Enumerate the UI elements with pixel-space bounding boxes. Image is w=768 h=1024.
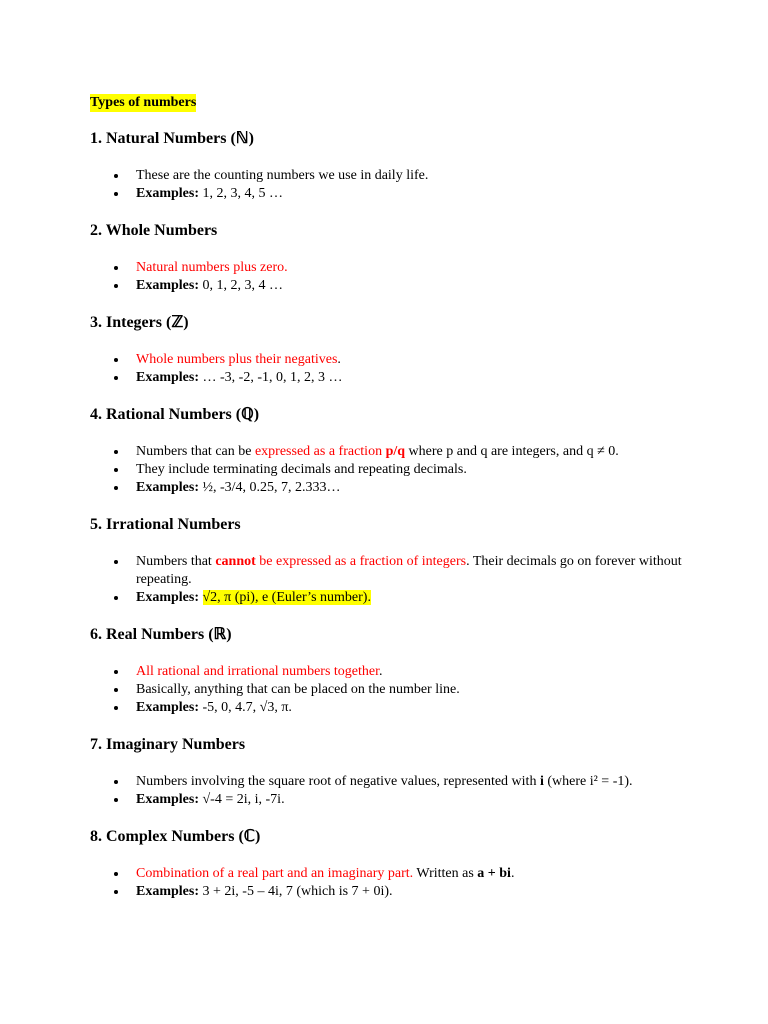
list-item: Natural numbers plus zero. xyxy=(90,259,690,277)
section-list-integers xyxy=(90,351,690,387)
list-item: Examples: √-4 = 2i, i, -7i. xyxy=(90,791,690,809)
list-item: Numbers that cannot be expressed as a fraction of integers. Their decimals go on forever without repeating. xyxy=(90,553,690,589)
section-heading-whole-numbers: 2. Whole Numbers xyxy=(90,222,218,239)
list-item: Numbers that can be expressed as a fraction p/q where p and q are integers, and q ≠ 0. xyxy=(90,443,690,461)
bullet-icon xyxy=(114,358,118,362)
bullet-icon xyxy=(114,596,118,600)
list-item: Examples: … -3, -2, -1, 0, 1, 2, 3 … xyxy=(90,369,690,387)
section-list-irrational-numbers xyxy=(90,553,690,607)
list-item: Examples: 3 + 2i, -5 – 4i, 7 (which is 7 + 0i). xyxy=(90,883,690,901)
bullet-icon xyxy=(114,560,118,564)
bullet-icon xyxy=(114,688,118,692)
bullet-icon xyxy=(114,284,118,288)
bullet-icon xyxy=(114,468,118,472)
document-page xyxy=(90,93,690,899)
section-list-whole-numbers xyxy=(90,259,690,295)
list-item: Examples: -5, 0, 4.7, √3, π. xyxy=(90,699,690,717)
bullet-icon xyxy=(114,174,118,178)
list-item: Examples: √2, π (pi), e (Euler’s number). xyxy=(90,589,690,607)
bullet-icon xyxy=(114,376,118,380)
section-heading-rational-numbers: 4. Rational Numbers (ℚ) xyxy=(90,406,260,423)
section-list-rational-numbers xyxy=(90,443,690,497)
list-item: Basically, anything that can be placed on the number line. xyxy=(90,681,690,699)
list-item: Examples: 1, 2, 3, 4, 5 … xyxy=(90,185,690,203)
list-item: Examples: ½, -3/4, 0.25, 7, 2.333… xyxy=(90,479,690,497)
section-heading-irrational-numbers: 5. Irrational Numbers xyxy=(90,516,241,533)
list-item: Whole numbers plus their negatives. xyxy=(90,351,690,369)
doc-title: Types of numbers xyxy=(90,95,197,110)
bullet-icon xyxy=(114,798,118,802)
bullet-icon xyxy=(114,192,118,196)
bullet-icon xyxy=(114,872,118,876)
list-item: These are the counting numbers we use in daily life. xyxy=(90,167,690,185)
section-heading-natural-numbers: 1. Natural Numbers (ℕ) xyxy=(90,130,254,147)
section-list-complex-numbers xyxy=(90,865,690,901)
bullet-icon xyxy=(114,450,118,454)
list-item: Combination of a real part and an imaginary part. Written as a + bi. xyxy=(90,865,690,883)
section-list-natural-numbers xyxy=(90,167,690,203)
section-list-imaginary-numbers xyxy=(90,773,690,809)
bullet-icon xyxy=(114,780,118,784)
section-heading-complex-numbers: 8. Complex Numbers (ℂ) xyxy=(90,828,261,845)
bullet-icon xyxy=(114,706,118,710)
list-item: Numbers involving the square root of negative values, represented with i (where i² = -1). xyxy=(90,773,690,791)
section-heading-integers: 3. Integers (ℤ) xyxy=(90,314,189,331)
section-list-real-numbers xyxy=(90,663,690,717)
section-heading-imaginary-numbers: 7. Imaginary Numbers xyxy=(90,736,246,753)
list-item: Examples: 0, 1, 2, 3, 4 … xyxy=(90,277,690,295)
bullet-icon xyxy=(114,486,118,490)
list-item: All rational and irrational numbers together. xyxy=(90,663,690,681)
bullet-icon xyxy=(114,890,118,894)
bullet-icon xyxy=(114,266,118,270)
section-heading-real-numbers: 6. Real Numbers (ℝ) xyxy=(90,626,232,643)
bullet-icon xyxy=(114,670,118,674)
list-item: They include terminating decimals and repeating decimals. xyxy=(90,461,690,479)
